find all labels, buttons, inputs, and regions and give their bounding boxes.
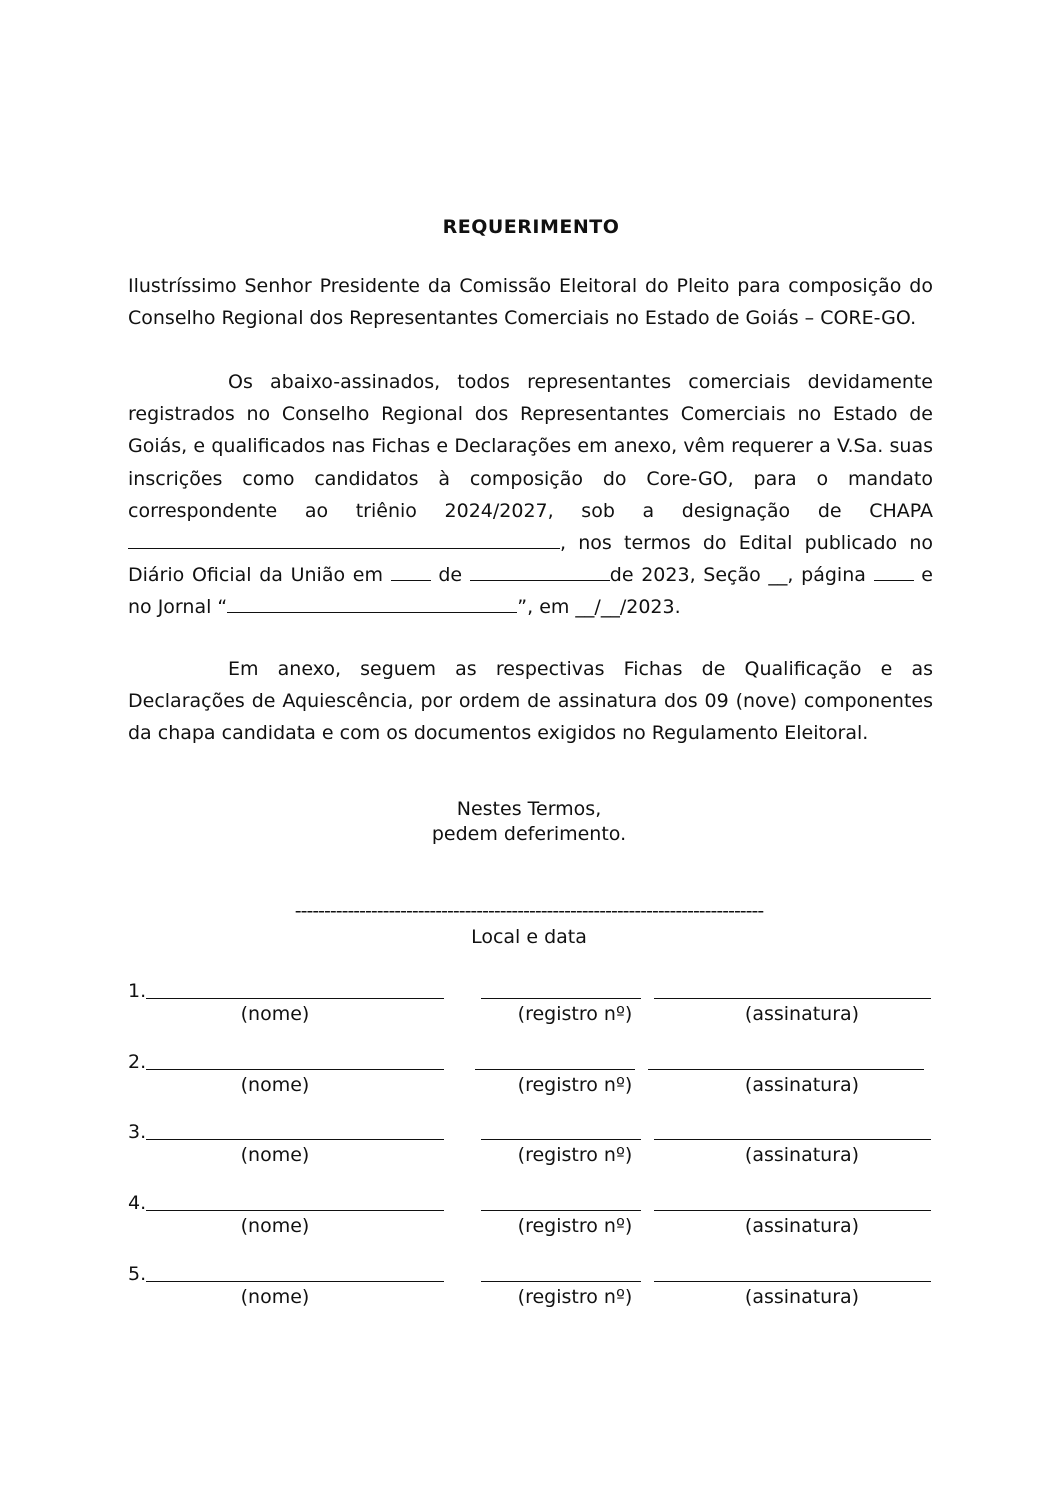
request-text-part6: ”, em __/__/2023. (517, 596, 681, 619)
signature-row (0, 978, 1058, 1038)
registry-line[interactable] (481, 1139, 641, 1140)
name-label: (nome) (240, 1003, 310, 1025)
signature-row (0, 1049, 1058, 1109)
name-line[interactable] (146, 1069, 444, 1070)
request-text-part4: de 2023, Seção __, página (609, 564, 866, 587)
request-text-part2: , nos termos do Edital publicado no Diário Oficial da União em (128, 532, 933, 587)
signature-label: (assinatura) (744, 1003, 860, 1025)
chapa-name-blank[interactable] (128, 530, 560, 549)
signature-line[interactable] (654, 998, 931, 999)
signature-line[interactable] (654, 1210, 931, 1211)
name-label: (nome) (240, 1286, 310, 1308)
name-label: (nome) (240, 1215, 310, 1237)
signature-row (0, 1261, 1058, 1321)
signature-number: 5. (128, 1263, 147, 1285)
request-text-part1: Os abaixo-assinados, todos representantes comerciais devidamente registrados no Conselho Regional dos Representantes Comerciais no Estado de Goiás, e qualificados nas Fichas e Declarações em anexo, vêm requerer a V.Sa. suas inscrições como candidatos à composição do Core-GO, para o mandato correspondente ao triênio 2024/2027, sob a designação de CHAPA (128, 371, 933, 522)
closing-line-1: Nestes Termos, (456, 798, 602, 820)
signature-line[interactable] (648, 1069, 924, 1070)
newspaper-name-blank[interactable] (227, 594, 517, 613)
place-date-line[interactable]: -------------------------------------------------------------------------------- (294, 900, 764, 922)
signature-line[interactable] (654, 1281, 931, 1282)
signature-label: (assinatura) (744, 1215, 860, 1237)
signature-label: (assinatura) (744, 1144, 860, 1166)
signature-number: 2. (128, 1051, 147, 1073)
registry-label: (registro nº) (517, 1286, 633, 1308)
closing-line-2: pedem deferimento. (431, 823, 627, 845)
request-paragraph (128, 366, 933, 624)
page-number-blank[interactable] (874, 562, 914, 581)
publication-day-blank[interactable] (391, 562, 431, 581)
document-title: REQUERIMENTO (442, 216, 620, 238)
name-line[interactable] (146, 1281, 444, 1282)
registry-line[interactable] (481, 1210, 641, 1211)
registry-label: (registro nº) (517, 1144, 633, 1166)
request-text-part3: de (438, 564, 463, 587)
name-line[interactable] (146, 1210, 444, 1211)
registry-line[interactable] (475, 1069, 635, 1070)
signature-number: 3. (128, 1121, 147, 1143)
registry-label: (registro nº) (517, 1003, 633, 1025)
closing-block (0, 797, 1058, 847)
signature-row (0, 1119, 1058, 1179)
publication-month-blank[interactable] (470, 562, 610, 581)
signature-line[interactable] (654, 1139, 931, 1140)
annex-paragraph: Em anexo, seguem as respectivas Fichas de Qualificação e as Declarações de Aquiescência, por ordem de assinatura dos 09 (nove) componentes da chapa candidata e com os documentos exigidos no Regulamento Eleitoral. (128, 658, 933, 745)
name-label: (nome) (240, 1144, 310, 1166)
request-text-part5: e no Jornal “ (128, 564, 933, 619)
address-paragraph: Ilustríssimo Senhor Presidente da Comissão Eleitoral do Pleito para composição do Conselho Regional dos Representantes Comerciais no Estado de Goiás – CORE-GO. (128, 275, 933, 330)
place-date-label: Local e data (471, 926, 587, 948)
signature-number: 1. (128, 980, 147, 1002)
signature-label: (assinatura) (744, 1286, 860, 1308)
registry-label: (registro nº) (517, 1215, 633, 1237)
name-line[interactable] (146, 1139, 444, 1140)
signature-row (0, 1190, 1058, 1250)
signature-label: (assinatura) (744, 1074, 860, 1096)
name-line[interactable] (146, 998, 444, 999)
signature-number: 4. (128, 1192, 147, 1214)
registry-line[interactable] (481, 1281, 641, 1282)
registry-label: (registro nº) (517, 1074, 633, 1096)
name-label: (nome) (240, 1074, 310, 1096)
registry-line[interactable] (481, 998, 641, 999)
